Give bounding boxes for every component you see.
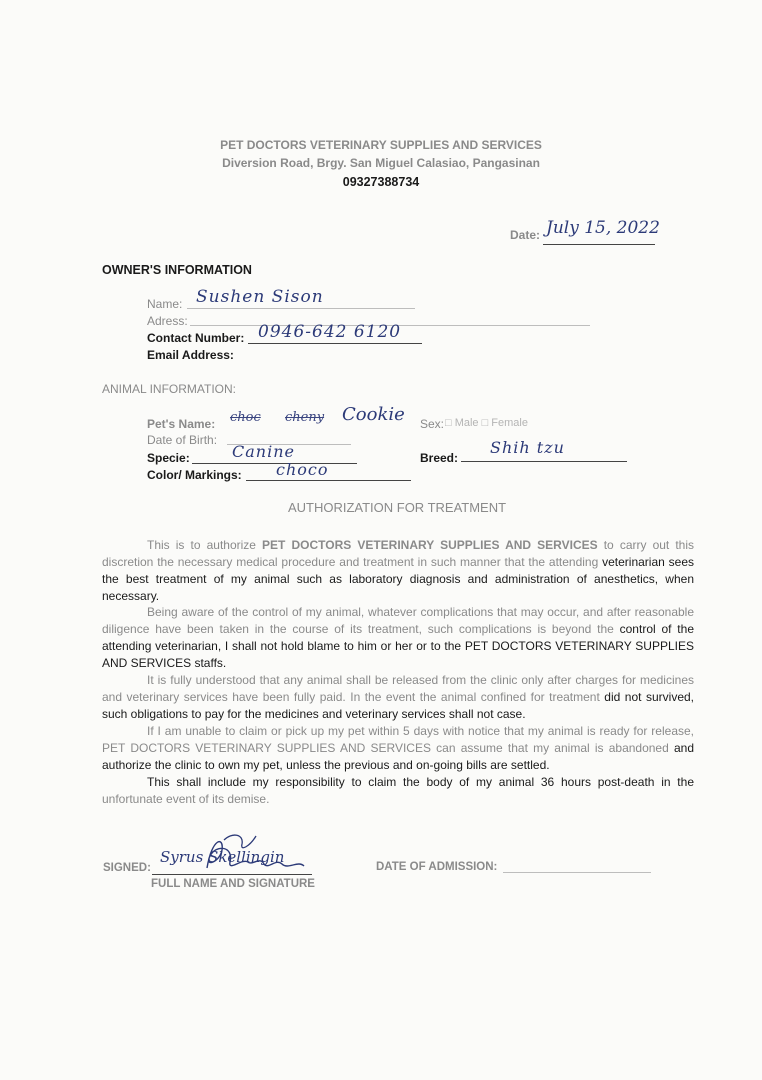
animal-heading: ANIMAL INFORMATION: [102,382,237,396]
auth-p5-a: This shall include my responsibility to claim the body of my animal 36 hours post-death in the [147,775,694,789]
color-value: choco [276,460,329,479]
owner-contact-label: Contact Number: [147,331,245,345]
date-value: July 15, 2022 [546,218,660,238]
auth-p4-b: and authorize the clinic to own my pet, unless the previous and on-going bills are settled. [102,741,694,772]
owner-address-label: Adress: [147,314,188,328]
specie-line [192,463,357,464]
color-line [246,480,411,481]
owner-name-label: Name: [147,297,183,311]
clinic-name: PET DOCTORS VETERINARY SUPPLIES AND SERVICES [220,138,542,152]
owner-heading: OWNER'S INFORMATION [102,263,252,277]
auth-p3-a: It is fully understood that any animal shall be released from the clinic only after charges for medicines and veterinary services have been fully paid. In the event the animal confined for treatment [102,673,694,704]
auth-p5-b: unfortunate event of its demise. [102,792,270,806]
auth-paragraph-1 [102,537,694,605]
pet-name-value: Cookie [342,404,405,425]
pet-name-label: Pet's Name: [147,417,216,431]
breed-line [461,461,627,462]
specie-value: Canine [232,442,295,461]
pet-name-struck-1: choc [230,410,261,425]
owner-name-line [187,308,415,309]
dob-label: Date of Birth: [147,433,218,447]
owner-contact-value: 0946-642 6120 [258,322,402,342]
sex-options: □ Male □ Female [445,417,528,429]
auth-p1-c: to carry out this discretion the necessary medical procedure and treatment in such manner that the attending [102,538,695,569]
owner-name-value: Sushen Sison [196,287,324,307]
specie-label: Specie: [147,451,190,465]
sex-label: Sex: [420,417,445,431]
auth-p2-b: control of the attending veterinarian, I shall not hold blame to him or her or to the PET DOCTORS VETERINARY SUPPLIES AND SERVICES staffs. [102,622,694,670]
authorization-heading: AUTHORIZATION FOR TREATMENT [287,500,507,515]
signed-value: Syrus Skellingin [160,848,285,866]
auth-p3-b: did not survived, such obligations to pay for the medicines and veterinary services shall not case. [102,690,694,721]
date-label: Date: [510,228,541,242]
signature-caption: FULL NAME AND SIGNATURE [151,878,315,890]
color-label: Color/ Markings: [147,468,242,482]
admission-label: DATE OF ADMISSION: [376,861,498,873]
auth-p1-a: This is to authorize [147,538,263,552]
auth-paragraph-2 [102,604,694,672]
breed-label: Breed: [420,451,459,465]
auth-p4-a: If I am unable to claim or pick up my pet within 5 days with notice that my animal is ready for release, PET DOCTORS VETERINARY SUPPLIES AND SERVICES can assume that my animal is abandoned [102,724,694,755]
breed-value: Shih tzu [490,438,565,457]
pet-name-struck-2: cheny [285,410,325,425]
auth-paragraph-5 [102,774,694,808]
clinic-address: Diversion Road, Brgy. San Miguel Calasiao, Pangasinan [222,156,540,170]
owner-contact-line [248,343,422,344]
admission-line [503,872,651,873]
signed-label: SIGNED: [103,862,151,874]
auth-paragraph-4 [102,723,694,774]
auth-p2-a: Being aware of the control of my animal, whatever complications that may occur, and after reasonable diligence have been taken in the course of its treatment, such complications is beyond the [102,605,694,636]
owner-email-label: Email Address: [147,348,234,362]
auth-p1-b: PET DOCTORS VETERINARY SUPPLIES AND SERVICES [262,538,598,552]
clinic-phone: 09327388734 [342,175,420,189]
auth-paragraph-3 [102,672,694,723]
auth-p1-d: veterinarian sees the best treatment of my animal such as laboratory diagnosis and administration of anesthetics, when necessary. [102,555,694,603]
date-line [543,244,655,245]
